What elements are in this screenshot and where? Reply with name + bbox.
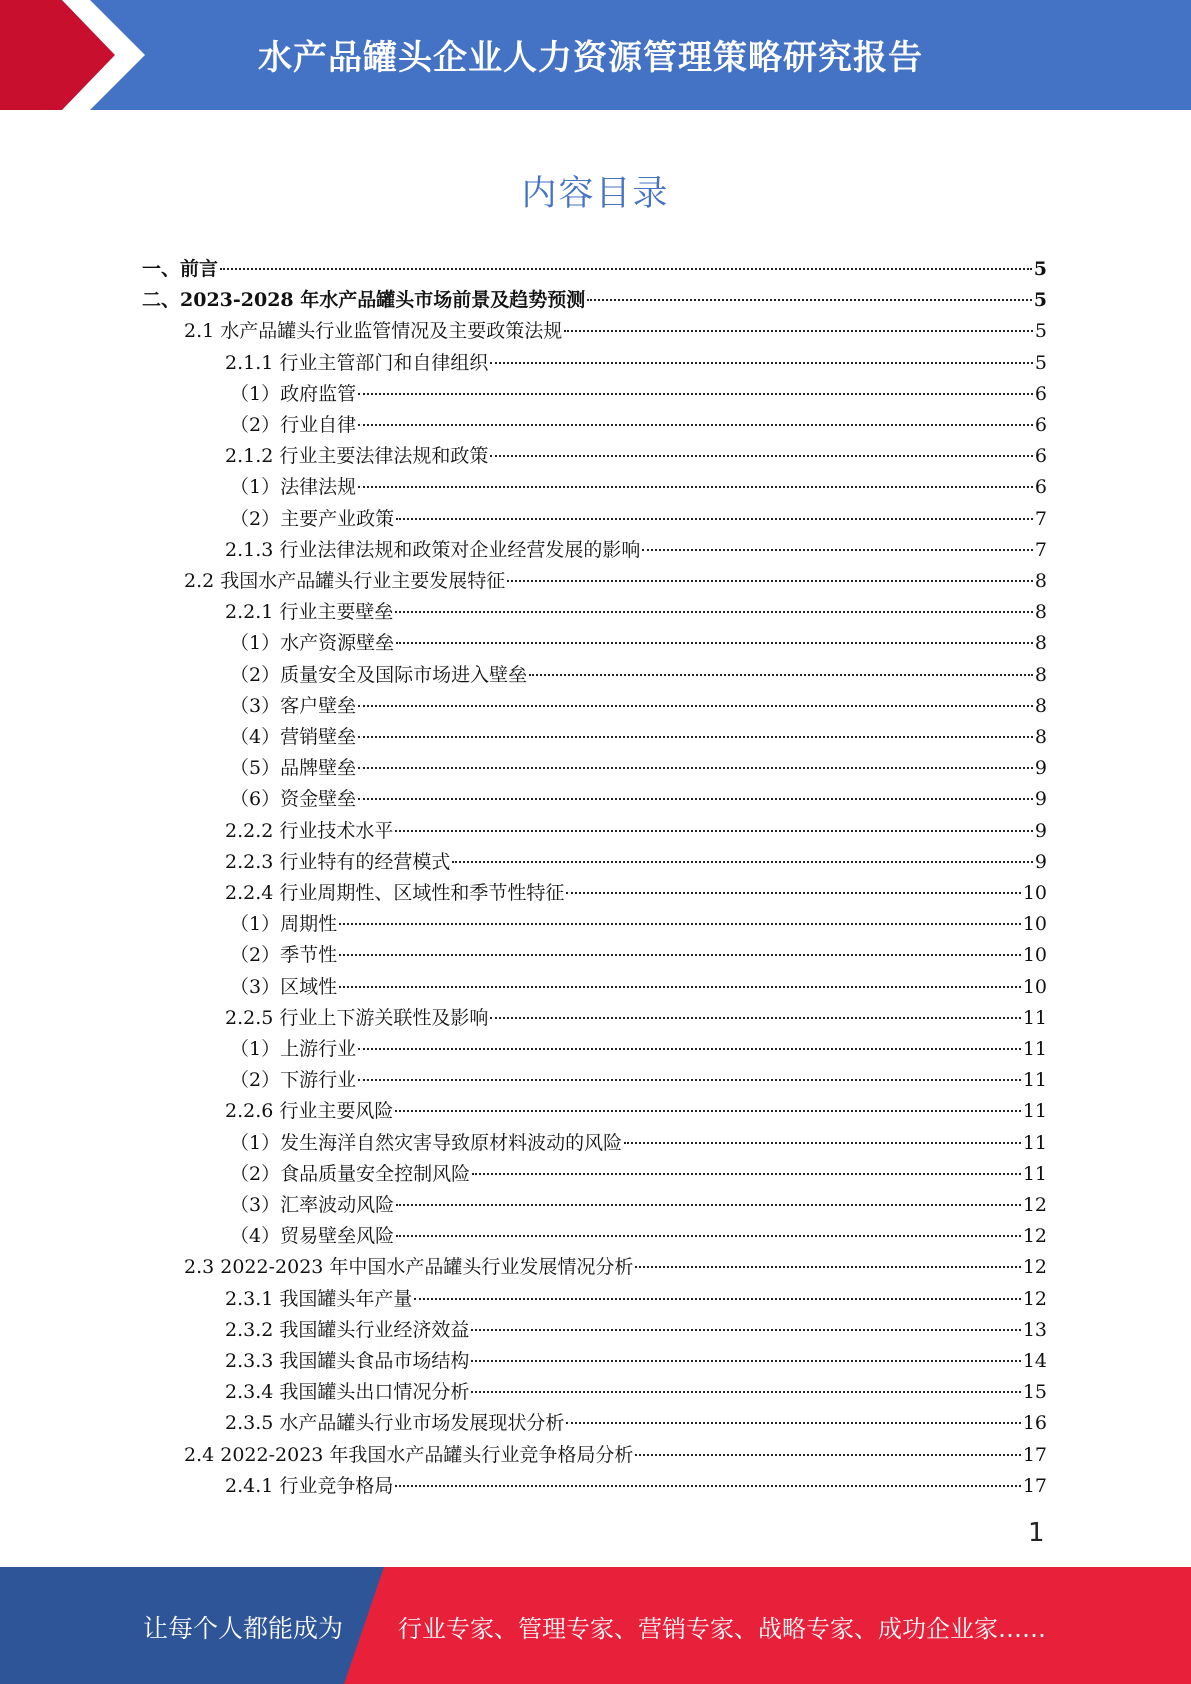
toc-entry[interactable] (230, 410, 1047, 441)
dot-leader (396, 1204, 1021, 1206)
dot-leader (358, 1048, 1021, 1050)
toc-entry-page: 11 (1022, 1006, 1047, 1029)
toc-entry-page: 17 (1022, 1474, 1047, 1497)
dot-leader (529, 674, 1033, 676)
toc-entry[interactable] (230, 1159, 1047, 1190)
footer-slogan-left: 让每个人都能成为 (143, 1614, 344, 1643)
toc-entry[interactable] (230, 1221, 1047, 1252)
dot-leader (396, 642, 1033, 644)
toc-entry[interactable] (230, 1034, 1047, 1065)
toc-entry-label: 2.2 我国水产品罐头行业主要发展特征 (184, 570, 506, 592)
toc-entry-label: 2.2.1 行业主要壁垒 (225, 601, 394, 624)
dot-leader (471, 1391, 1020, 1393)
footer-slogan-right: 行业专家、管理专家、营销专家、战略专家、成功企业家…… (398, 1615, 1046, 1643)
dot-leader (358, 393, 1033, 395)
toc-entry-page: 10 (1022, 882, 1047, 904)
dot-leader (507, 580, 1033, 582)
toc-entry[interactable] (225, 878, 1047, 909)
toc-entry-page: 10 (1022, 944, 1047, 967)
toc-entry-page: 11 (1022, 1162, 1047, 1185)
dot-leader (358, 736, 1033, 738)
toc-entry-label: 2.2.5 行业上下游关联性及影响 (225, 1006, 489, 1029)
dot-leader (566, 1422, 1020, 1424)
report-title: 水产品罐头企业人力资源管理策略研究报告 (258, 38, 923, 78)
toc-entry-label: （2）下游行业 (230, 1069, 357, 1092)
toc-entry-page: 7 (1034, 538, 1047, 561)
toc-entry-page: 11 (1022, 1069, 1047, 1092)
toc-entry[interactable] (225, 597, 1047, 628)
toc-entry-page: 14 (1022, 1350, 1047, 1372)
toc-entry[interactable] (230, 628, 1047, 659)
toc-entry-page: 12 (1022, 1225, 1047, 1248)
dot-leader (414, 1298, 1020, 1300)
dot-leader (587, 299, 1032, 301)
toc-entry-page: 5 (1033, 258, 1047, 280)
dot-leader (471, 1329, 1020, 1331)
toc-entry-label: （4）营销壁垒 (230, 726, 357, 748)
toc-entry-label: （1）法律法规 (230, 476, 357, 499)
toc-entry[interactable] (225, 847, 1047, 878)
toc-entry[interactable] (225, 1003, 1047, 1034)
toc-entry-page: 9 (1034, 788, 1047, 811)
toc-entry-label: （3）区域性 (230, 975, 338, 998)
dot-leader (490, 455, 1033, 457)
toc-entry-label: （1）发生海洋自然灾害导致原材料波动的风险 (230, 1131, 623, 1154)
dot-leader (490, 1017, 1020, 1019)
toc-entry-page: 5 (1033, 289, 1047, 312)
toc-entry[interactable] (225, 348, 1047, 379)
toc-entry-label: 2.1 水产品罐头行业监管情况及主要政策法规 (184, 320, 563, 343)
dot-leader (472, 1173, 1021, 1175)
dot-leader (358, 767, 1033, 769)
dot-leader (339, 986, 1021, 988)
footer-banner (0, 1567, 1191, 1684)
dot-leader (635, 1266, 1020, 1268)
toc-entry[interactable] (184, 316, 1047, 347)
toc-entry[interactable] (230, 722, 1047, 753)
dot-leader (395, 1485, 1020, 1487)
dot-leader (452, 861, 1033, 863)
toc-entry-page: 6 (1034, 382, 1047, 405)
toc-entry-label: （5）品牌壁垒 (230, 757, 357, 780)
toc-entry[interactable] (225, 1284, 1047, 1315)
toc-entry-page: 10 (1022, 913, 1047, 936)
toc-entry-label: 2.4.1 行业竞争格局 (225, 1474, 394, 1497)
toc-entry-label: 2.4 2022-2023 年我国水产品罐头行业竞争格局分析 (184, 1443, 634, 1466)
toc-entry-page: 9 (1034, 850, 1047, 873)
toc-entry[interactable] (230, 753, 1047, 784)
toc-entry-page: 8 (1034, 694, 1047, 717)
toc-entry-label: （2）质量安全及国际市场进入壁垒 (230, 663, 528, 686)
dot-leader (566, 892, 1020, 894)
toc-entry-page: 5 (1034, 351, 1047, 374)
toc-entry[interactable] (230, 1190, 1047, 1221)
toc-entry-label: （1）周期性 (230, 913, 338, 936)
toc-entry-page: 6 (1034, 476, 1047, 499)
toc-entry-page: 8 (1034, 601, 1047, 624)
dot-leader (358, 798, 1033, 800)
toc-entry-page: 6 (1034, 414, 1047, 436)
toc-entry-label: （3）汇率波动风险 (230, 1194, 395, 1216)
toc-entry-page: 17 (1022, 1443, 1047, 1466)
toc-entry-label: （3）客户壁垒 (230, 694, 357, 717)
toc-entry-label: 2.2.3 行业特有的经营模式 (225, 850, 451, 873)
toc-entry[interactable] (225, 1408, 1047, 1439)
toc-entry[interactable] (230, 909, 1047, 940)
toc-entry-label: （6）资金壁垒 (230, 788, 357, 811)
toc-entry[interactable] (230, 691, 1047, 722)
dot-leader (395, 1110, 1020, 1112)
dot-leader (220, 268, 1032, 270)
toc-title: 内容目录 (521, 174, 670, 214)
toc-entry-page: 8 (1034, 570, 1047, 592)
toc-entry-page: 12 (1022, 1194, 1047, 1216)
dot-leader (471, 1360, 1020, 1362)
toc-entry[interactable] (230, 972, 1047, 1003)
dot-leader (358, 705, 1033, 707)
toc-entry[interactable] (230, 379, 1047, 410)
toc-entry-page: 6 (1034, 445, 1047, 468)
page-number: 1 (1028, 1518, 1045, 1548)
toc-entry[interactable] (230, 504, 1047, 535)
dot-leader (358, 1079, 1021, 1081)
toc-entry-page: 8 (1034, 632, 1047, 655)
toc-entry-label: 2.1.1 行业主管部门和自律组织 (225, 351, 489, 374)
toc-entry-label: 2.1.3 行业法律法规和政策对企业经营发展的影响 (225, 538, 641, 561)
toc-entry[interactable] (225, 1096, 1047, 1127)
dot-leader (358, 486, 1033, 488)
dot-leader (642, 549, 1033, 551)
dot-leader (395, 611, 1033, 613)
dot-leader (339, 954, 1021, 956)
toc-entry[interactable] (230, 1128, 1047, 1159)
toc-entry-label: （2）主要产业政策 (230, 507, 395, 530)
dot-leader (395, 830, 1033, 832)
toc-entry-label: 2.3.2 我国罐头行业经济效益 (225, 1318, 470, 1341)
toc-entry-label: 2.3 2022-2023 年中国水产品罐头行业发展情况分析 (184, 1256, 634, 1279)
toc-entry-label: （1）水产资源壁垒 (230, 632, 395, 655)
toc-entry[interactable] (142, 285, 1047, 316)
toc-entry[interactable] (230, 660, 1047, 691)
toc-entry[interactable] (225, 1315, 1047, 1346)
dot-leader (396, 1235, 1021, 1237)
toc-entry[interactable] (230, 940, 1047, 971)
toc-entry-label: （1）政府监管 (230, 382, 357, 405)
dot-leader (396, 518, 1033, 520)
toc-entry-label: 一、前言 (142, 258, 219, 280)
toc-entry[interactable] (230, 1065, 1047, 1096)
dot-leader (358, 424, 1033, 426)
toc-entry[interactable] (230, 784, 1047, 815)
dot-leader (564, 330, 1033, 332)
toc-entry-page: 7 (1034, 507, 1047, 530)
toc-entry[interactable] (230, 472, 1047, 503)
dot-leader (339, 923, 1021, 925)
toc-entry-label: （2）食品质量安全控制风险 (230, 1162, 471, 1185)
toc-entry[interactable] (225, 535, 1047, 566)
toc-entry-label: 2.3.5 水产品罐头行业市场发展现状分析 (225, 1412, 565, 1435)
toc-entry-page: 8 (1034, 663, 1047, 686)
dot-leader (635, 1454, 1020, 1456)
toc-entry-page: 8 (1034, 726, 1047, 748)
toc-entry[interactable] (225, 816, 1047, 847)
dot-leader (624, 1142, 1021, 1144)
toc-entry[interactable] (184, 1252, 1047, 1283)
toc-entry-page: 13 (1022, 1318, 1047, 1341)
toc-entry-label: （2）季节性 (230, 944, 338, 967)
toc-entry[interactable] (184, 566, 1047, 597)
toc-entry-label: （4）贸易壁垒风险 (230, 1225, 395, 1248)
toc-entry-label: 2.2.4 行业周期性、区域性和季节性特征 (225, 882, 565, 904)
toc-entry[interactable] (225, 441, 1047, 472)
toc-entry-page: 16 (1022, 1412, 1047, 1435)
toc-entry-page: 11 (1022, 1131, 1047, 1154)
toc-entry[interactable] (184, 1440, 1047, 1471)
dot-leader (490, 362, 1033, 364)
toc-entry[interactable] (225, 1471, 1047, 1502)
toc-entry-page: 12 (1022, 1287, 1047, 1310)
toc-entry-label: 2.3.4 我国罐头出口情况分析 (225, 1381, 470, 1404)
toc-entry[interactable] (225, 1377, 1047, 1408)
toc-entry-label: （2）行业自律 (230, 414, 357, 436)
toc-entry-label: 2.3.1 我国罐头年产量 (225, 1287, 413, 1310)
toc-entry-page: 9 (1034, 819, 1047, 842)
chevron-arrow-icon (0, 0, 160, 110)
toc-entry-page: 5 (1034, 320, 1047, 343)
toc-entry-label: （1）上游行业 (230, 1038, 357, 1060)
toc-entry-label: 2.1.2 行业主要法律法规和政策 (225, 445, 489, 468)
toc-entry-page: 12 (1022, 1256, 1047, 1279)
toc-entry-page: 10 (1022, 975, 1047, 998)
toc-entry-label: 2.3.3 我国罐头食品市场结构 (225, 1350, 470, 1372)
toc-entry-label: 2.2.6 行业主要风险 (225, 1100, 394, 1123)
toc-entry-page: 15 (1022, 1381, 1047, 1404)
toc-entry-page: 11 (1022, 1038, 1047, 1060)
toc-entry[interactable] (225, 1346, 1047, 1377)
toc-entry-label: 2.2.2 行业技术水平 (225, 819, 394, 842)
toc-entry-label: 二、2023-2028 年水产品罐头市场前景及趋势预测 (142, 289, 586, 312)
header-banner (0, 0, 1191, 110)
toc-entry-page: 11 (1022, 1100, 1047, 1123)
toc-entry[interactable] (142, 254, 1047, 285)
toc-entry-page: 9 (1034, 757, 1047, 780)
